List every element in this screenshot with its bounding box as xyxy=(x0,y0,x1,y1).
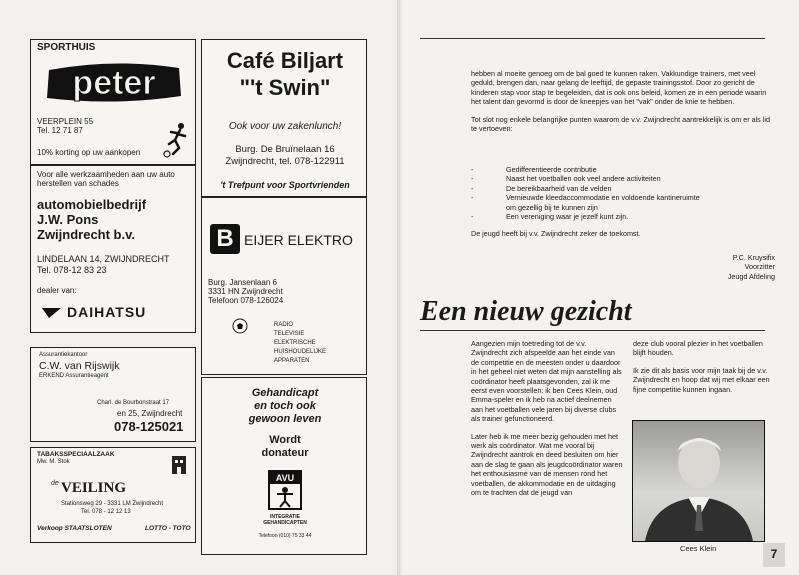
article-col1-paragraph-1: Later heb ik me meer bezig gehouden met het werk als coördinator. Wat me vooral bij Zwijndrecht aantrok en deed besluiten om hier aan de slag te gaan als jeugdcoördinator waren het enthousiasme van de mensen rond het voetballen, de akkommodatie en de uitdaging om te trachten dat de jeugd van xyxy=(471,431,623,498)
page-number: 7 xyxy=(770,547,778,561)
pons-intro-line2: herstellen van schades xyxy=(37,179,119,188)
article-col1-paragraph-0: Aangezien mijn toetreding tot de v.v. Zwijndrecht zich afspeelde aan het einde van de competitie en de meesten onder u daardoor in het geheel niet weten dat mijn aanstelling als coördinator heeft plaatsgevonden, zal ik me eerst even voorstellen: ik ben Cees Klein, oud Emma-speler en ik heb na actief deelnemen aan het voetballen vele jaren bij diverse clubs als trainer gefunctioneerd. xyxy=(471,339,622,424)
list-item: - Gedifferentieerde contributie xyxy=(471,165,701,174)
daihatsu-logo-icon xyxy=(41,306,63,320)
beijer-logo xyxy=(210,224,240,254)
avu-line3: gewoon leven xyxy=(248,413,322,425)
avu-line2: en toch ook xyxy=(254,400,316,412)
avu-logo-sub-line1: INTEGRATIE xyxy=(270,514,300,520)
beijer-service-1: TELEVISIE xyxy=(274,331,305,337)
beijer-logo-letter: B xyxy=(216,225,234,252)
rijswijk-small: Assurantiekantoor xyxy=(39,352,88,358)
points-list xyxy=(471,165,701,221)
intro-paragraph-1: Tot slot nog enkele belangrijke punten waarom de v.v. Zwijndrecht aantrekkelijk is om er als lid te vertoeven: xyxy=(471,114,770,134)
pons-name-line3: Zwijndrecht b.v. xyxy=(37,227,135,242)
cafe-address: Burg. De Bruïnelaan 16 xyxy=(235,144,335,155)
intro-paragraph-0: hebben al moeite genoeg om de bal goed te kunnen raken. Vakkundige trainers, met veel geduld, brengen dan, naar gelang de leeftijd, de gepaste trainingsstof. Door zo gericht de kinderen stap voor stap te begeleiden, dat is ook ons beleid, komen ze in een periode waarin het talent dan gevormd is door de kneepjes van het "vak" onder de knie te hebben. xyxy=(471,69,767,107)
article-col2-paragraph-0: deze club vooral plezier in het voetballen blijft houden. xyxy=(633,339,763,358)
avu-logo xyxy=(268,470,302,510)
intro-text xyxy=(471,69,771,141)
veiling-logo-prefix: de xyxy=(51,480,59,487)
top-rule xyxy=(420,38,765,39)
tobacco-shop-icon xyxy=(169,454,189,476)
beijer-service-0: RADIO xyxy=(274,322,294,328)
avu-line1: Gehandicapt xyxy=(251,387,319,399)
signature-line-0: P.C. Kruysifix xyxy=(732,253,775,262)
pons-address: LINDELAAN 14, ZWIJNDRECHT xyxy=(37,254,170,264)
cafe-city-phone: Zwijndrecht, tel. 078-122911 xyxy=(225,156,345,167)
beijer-postal: 3331 HN Zwijndrecht xyxy=(208,287,283,296)
football-icon xyxy=(232,318,248,334)
list-item: - De bereikbaarheid van de velden xyxy=(471,184,701,193)
cafe-name-line1: Café Biljart xyxy=(226,48,344,73)
pons-phone: Tel. 078-12 83 23 xyxy=(37,265,107,275)
beijer-name: EIJER ELEKTRO xyxy=(244,232,353,248)
pons-dealer: dealer van: xyxy=(37,286,77,295)
veiling-owner: Mw. M. Stok xyxy=(37,459,70,465)
rijswijk-sub: ERKEND Assurantieagent xyxy=(39,373,109,379)
ad-veiling xyxy=(30,447,196,543)
sporthuis-phone: Tel. 12 71 87 xyxy=(37,126,83,135)
signature xyxy=(640,253,775,281)
ad-sporthuis-peter xyxy=(30,39,196,165)
page-number-box xyxy=(763,543,785,567)
article-column-1 xyxy=(471,339,623,506)
photo-caption: Cees Klein xyxy=(680,544,717,553)
rijswijk-phone: 078-125021 xyxy=(114,419,184,434)
pons-name-line2: J.W. Pons xyxy=(37,212,99,227)
cafe-tagline: Ook voor uw zakenlunch! xyxy=(228,121,342,132)
ad-pons xyxy=(30,165,196,333)
heading-rule xyxy=(420,330,765,331)
peter-logo xyxy=(45,56,183,108)
ad-van-rijswijk xyxy=(30,347,196,442)
beijer-address: Burg. Jansenlaan 6 xyxy=(208,278,277,287)
ad-avu xyxy=(201,377,367,555)
veiling-phone: Tel. 078 - 12 12 13 xyxy=(81,509,131,515)
pons-name-line1: automobielbedrijf xyxy=(37,197,147,212)
sporthuis-discount: 10% korting op uw aankopen xyxy=(37,148,141,157)
pons-intro-line1: Voor alle werkzaamheden aan uw auto xyxy=(37,170,175,179)
closing-text: De jeugd heeft bij v.v. Zwijndrecht zeker de toekomst. xyxy=(471,229,641,238)
veiling-address: Stationsweg 29 - 3331 LM Zwijndrecht xyxy=(61,501,164,507)
sporthuis-address: VEERPLEIN 55 xyxy=(37,117,94,126)
page-gutter xyxy=(397,0,403,575)
footballer-icon xyxy=(163,122,193,158)
rijswijk-address-line2: en 25, Zwijndrecht xyxy=(117,409,183,418)
beijer-phone: Telefoon 078-126024 xyxy=(208,296,284,305)
veiling-footer-right: LOTTO - TOTO xyxy=(145,525,191,532)
veiling-title: TABAKSSPECIAALZAAK xyxy=(37,451,115,458)
list-item: - Naast het voetballen ook veel andere activiteiten xyxy=(471,174,701,183)
daihatsu-brand: DAIHATSU xyxy=(67,304,147,320)
beijer-service-2: ELEKTRISCHE xyxy=(274,340,316,346)
cafe-name-line2: "'t Swin" xyxy=(239,75,331,100)
avu-phone: Telefoon (010) 75 33 44 xyxy=(258,533,312,539)
avu-line4: Wordt xyxy=(269,434,301,446)
signature-line-1: Voorzitter xyxy=(744,262,775,272)
cafe-slogan: 't Trefpunt voor Sportvrienden xyxy=(220,180,350,190)
beijer-service-3: HUISHOUDELIJKE xyxy=(274,349,327,355)
ad-beijer-elektro xyxy=(201,197,367,375)
veiling-footer-left: Verkoop STAATSLOTEN xyxy=(37,525,112,532)
avu-logo-sub-line2: GEHANDICAPTEN xyxy=(263,520,307,526)
list-item: - Vernieuwde kleedaccommodatie en voldoende kantineruimte om gezellig bij te kunnen zijn xyxy=(471,193,701,212)
veiling-logo: VEILING xyxy=(61,480,127,496)
ad-cafe-swin xyxy=(201,39,367,197)
avu-line5: donateur xyxy=(261,447,309,459)
avu-logo-text: AVU xyxy=(270,472,300,484)
list-item: - Een vereniging waar je jezelf kunt zijn. xyxy=(471,212,701,221)
article-column-2 xyxy=(633,339,773,402)
beijer-service-4: APPARATEN xyxy=(274,358,310,364)
photo-cees-klein xyxy=(632,420,765,542)
rijswijk-name: C.W. van Rijswijk xyxy=(39,360,120,372)
article-col2-paragraph-1: Ik zie dit als basis voor mijn taak bij de v.v. Zwijndrecht en hoop dat wij met elkaar een fijne competitie kunnen ingaan. xyxy=(633,365,770,394)
article-heading: Een nieuw gezicht xyxy=(420,296,632,327)
signature-line-2: Jeugd Afdeling xyxy=(727,271,775,281)
sporthuis-title: SPORTHUIS xyxy=(37,42,96,53)
peter-logo-text: peter xyxy=(72,64,156,102)
rijswijk-address-line1: Charl. de Bourbonstraat 17 xyxy=(97,400,170,406)
